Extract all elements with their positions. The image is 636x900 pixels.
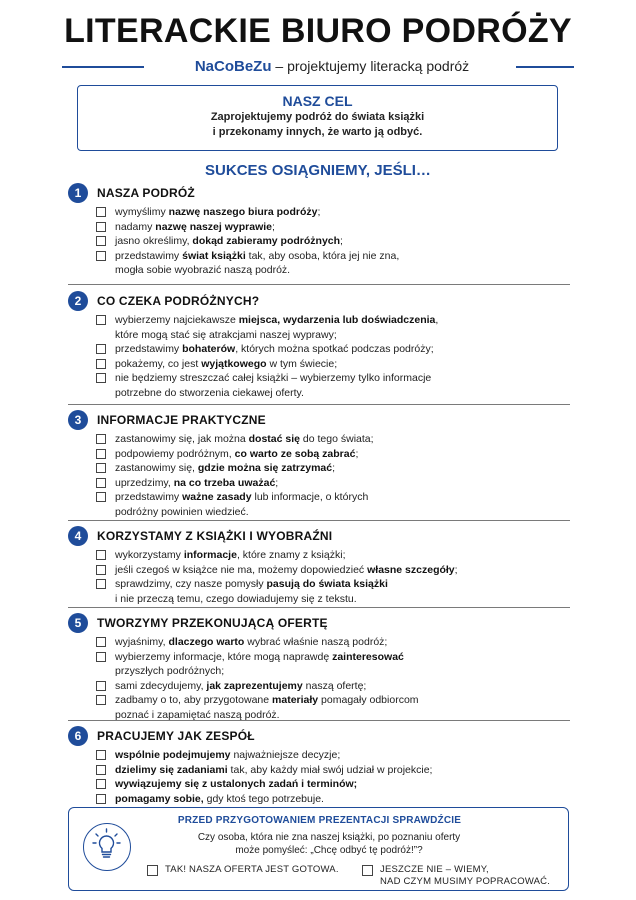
checkbox[interactable]	[96, 315, 106, 325]
checklist-item[interactable]	[96, 205, 516, 220]
checklist	[96, 313, 516, 400]
checklist-item[interactable]	[96, 763, 516, 778]
checkbox[interactable]	[96, 579, 106, 589]
checklist-item-text: zadbamy o to, aby przygotowane materiały pomagały odbiorcom poznać i zapamiętać naszą podróż.	[115, 694, 419, 721]
checkbox[interactable]	[96, 236, 106, 246]
checklist	[96, 635, 516, 722]
checkbox[interactable]	[96, 765, 106, 775]
final-check-question	[129, 831, 529, 857]
page-title: LITERACKIE BIURO PODRÓŻY	[64, 12, 572, 50]
checklist-item[interactable]	[96, 490, 516, 519]
checklist-item[interactable]	[96, 693, 516, 722]
checkbox[interactable]	[96, 695, 106, 705]
checkbox[interactable]	[96, 750, 106, 760]
checklist-item[interactable]	[96, 679, 516, 694]
checklist-item[interactable]	[96, 220, 516, 235]
checklist-item[interactable]	[96, 635, 516, 650]
checklist-item-text: dzielimy się zadaniami tak, aby każdy miał swój udział w projekcie;	[115, 763, 433, 776]
checklist-item-text: nie będziemy streszczać całej książki – wybierzemy tylko informacje potrzebne do stworzenia ciekawej oferty.	[115, 372, 432, 399]
lightbulb-icon	[83, 823, 131, 871]
goal-title: NASZ CEL	[282, 93, 353, 109]
checklist-item[interactable]	[96, 342, 516, 357]
section-title: CO CZEKA PODRÓŻNYCH?	[97, 294, 260, 308]
subtitle-rule-right	[516, 66, 574, 68]
checkbox[interactable]	[96, 794, 106, 804]
checklist-item-text: sprawdzimy, czy nasze pomysły pasują do świata książki i nie przeczą temu, czego dowiadujemy się z tekstu.	[115, 578, 388, 605]
checkbox[interactable]	[96, 359, 106, 369]
section-divider	[68, 404, 570, 405]
checklist-item-text: wybierzemy najciekawsze miejsca, wydarzenia lub doświadczenia, które mogą stać się atrakcjami naszej wyprawy;	[115, 314, 439, 341]
checklist-item-text: jeśli czegoś w książce nie ma, możemy dopowiedzieć własne szczegóły;	[115, 563, 458, 576]
checklist-item-text: zastanowimy się, gdzie można się zatrzymać;	[115, 462, 336, 474]
checklist-item[interactable]	[96, 563, 516, 578]
checklist	[96, 205, 516, 278]
checkbox[interactable]	[96, 373, 106, 383]
checkbox[interactable]	[96, 492, 106, 502]
checklist-item-text: jasno określimy, dokąd zabieramy podróżnych;	[115, 235, 343, 247]
checklist-item[interactable]	[96, 792, 516, 807]
checklist-item[interactable]	[96, 357, 516, 372]
section-title: PRACUJEMY JAK ZESPÓŁ	[97, 729, 255, 743]
checklist-item[interactable]	[96, 234, 516, 249]
checkbox[interactable]	[96, 779, 106, 789]
section-divider	[68, 520, 570, 521]
option-ready[interactable]	[147, 864, 339, 876]
subtitle-row	[62, 56, 574, 76]
section-title: TWORZYMY PRZEKONUJĄCĄ OFERTĘ	[97, 616, 328, 630]
option-not-yet-checkbox[interactable]	[362, 865, 373, 876]
checkbox[interactable]	[96, 251, 106, 261]
success-heading: SUKCES OSIĄGNIEMY, JEŚLI…	[205, 162, 431, 179]
goal-box	[77, 85, 558, 151]
checklist	[96, 748, 516, 806]
checklist-item-text: wybierzemy informacje, które mogą naprawdę zainteresować przyszłych podróżnych;	[115, 650, 404, 677]
section-divider	[68, 607, 570, 608]
section-title: INFORMACJE PRAKTYCZNE	[97, 413, 266, 427]
checkbox[interactable]	[96, 434, 106, 444]
checklist-item[interactable]	[96, 249, 516, 278]
final-check-question-line-2: może pomyśleć: „Chcę odbyć tę podróż!”?	[235, 845, 423, 856]
checklist-item[interactable]	[96, 432, 516, 447]
section-title: KORZYSTAMY Z KSIĄŻKI I WYOBRAŹNI	[97, 529, 333, 543]
brand-name: NaCoBeZu	[194, 58, 272, 75]
goal-line-2: i przekonamy innych, że warto ją odbyć.	[212, 126, 423, 138]
section-number-badge: 6	[68, 726, 88, 746]
section-number-badge: 4	[68, 526, 88, 546]
section-divider	[68, 720, 570, 721]
final-check-box	[68, 807, 569, 891]
checklist-item[interactable]	[96, 577, 516, 606]
checkbox[interactable]	[96, 344, 106, 354]
option-not-yet[interactable]	[362, 864, 550, 888]
section-number-badge: 2	[68, 291, 88, 311]
option-not-yet-label-line-2: NAD CZYM MUSIMY POPRACOWAĆ.	[380, 876, 551, 887]
section-number-badge: 3	[68, 410, 88, 430]
lightbulb-icon-graphic	[84, 824, 129, 869]
checklist-item-text: przedstawimy świat książki tak, aby osoba, która jej nie zna, mogła sobie wyobrazić naszą podróż.	[115, 249, 400, 276]
section-title: NASZA PODRÓŻ	[97, 186, 195, 200]
option-ready-checkbox[interactable]	[147, 865, 158, 876]
checklist-item-text: wyjaśnimy, dlaczego warto wybrać właśnie naszą podróż;	[115, 636, 388, 648]
checkbox[interactable]	[96, 652, 106, 662]
checkbox[interactable]	[96, 565, 106, 575]
checklist-item[interactable]	[96, 371, 516, 400]
checklist-item[interactable]	[96, 650, 516, 679]
checklist-item-text: sami zdecydujemy, jak zaprezentujemy naszą ofertę;	[115, 679, 367, 692]
goal-line-1: Zaprojektujemy podróż do świata książki	[210, 111, 425, 123]
checkbox[interactable]	[96, 222, 106, 232]
checkbox[interactable]	[96, 463, 106, 473]
checklist	[96, 548, 516, 606]
section-divider	[68, 284, 570, 285]
section-number-badge: 5	[68, 613, 88, 633]
subtitle-rule-left	[62, 66, 144, 68]
checklist-item-text: podpowiemy podróżnym, co warto ze sobą zabrać;	[115, 447, 359, 460]
checklist-item-text: zastanowimy się, jak można dostać się do tego świata;	[115, 433, 374, 445]
final-check-title: PRZED PRZYGOTOWANIEM PREZENTACJI SPRAWDŹCIE	[177, 815, 462, 826]
checklist-item-text: wspólnie podejmujemy najważniejsze decyzje;	[115, 749, 341, 761]
checklist-item-text: pomagamy sobie, gdy ktoś tego potrzebuje.	[115, 792, 324, 805]
checkbox[interactable]	[96, 681, 106, 691]
checklist-item-text: uprzedzimy, na co trzeba uważać;	[115, 476, 279, 489]
checklist-item-text: przedstawimy ważne zasady lub informacje, o których podróżny powinien wiedzieć.	[115, 491, 369, 518]
option-not-yet-label-line-1: JESZCZE NIE – WIEMY,	[380, 864, 489, 875]
option-ready-label: TAK! NASZA OFERTA JEST GOTOWA.	[165, 864, 339, 875]
checklist-item[interactable]	[96, 461, 516, 476]
checklist-item-text: wykorzystamy informacje, które znamy z książki;	[115, 549, 346, 561]
checklist-item-text: nadamy nazwę naszej wyprawie;	[115, 220, 275, 233]
checklist-item-text: wymyślimy nazwę naszego biura podróży;	[115, 206, 321, 218]
checkbox[interactable]	[96, 550, 106, 560]
section-number-badge: 1	[68, 183, 88, 203]
checkbox[interactable]	[96, 207, 106, 217]
checklist-item-text: pokażemy, co jest wyjątkowego w tym świecie;	[115, 357, 338, 370]
checkbox[interactable]	[96, 478, 106, 488]
checklist-item-text: wywiązujemy się z ustalonych zadań i terminów;	[115, 778, 358, 790]
tagline: – projektujemy literacką podróż	[271, 58, 470, 74]
checkbox[interactable]	[96, 637, 106, 647]
checklist-item[interactable]	[96, 447, 516, 462]
checkbox[interactable]	[96, 449, 106, 459]
checklist-item[interactable]	[96, 476, 516, 491]
final-check-question-line-1: Czy osoba, która nie zna naszej książki, po poznaniu oferty	[197, 832, 461, 843]
checklist-item[interactable]	[96, 548, 516, 563]
checklist-item-text: przedstawimy bohaterów, których można spotkać podczas podróży;	[115, 343, 434, 355]
checklist-item[interactable]	[96, 777, 516, 792]
checklist	[96, 432, 516, 519]
checklist-item[interactable]	[96, 748, 516, 763]
checklist-item[interactable]	[96, 313, 516, 342]
subtitle	[152, 56, 512, 77]
